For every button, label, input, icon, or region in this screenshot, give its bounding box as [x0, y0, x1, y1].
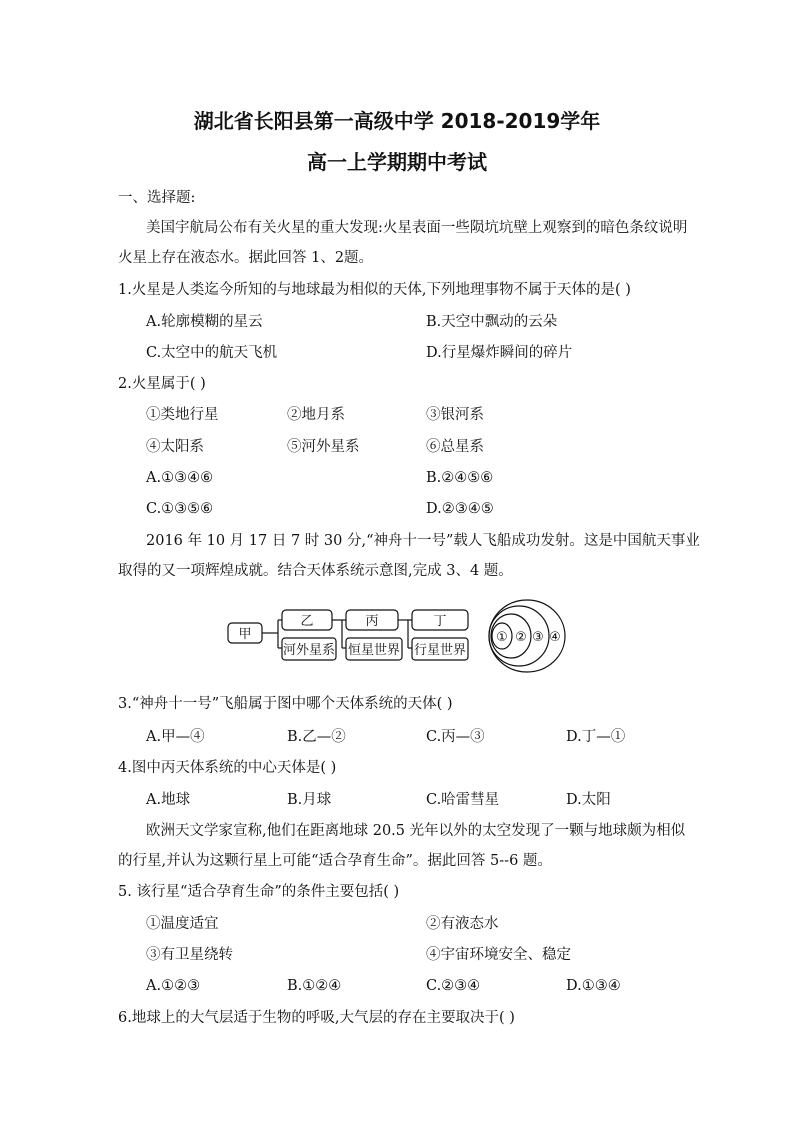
q2-item-1: ①类地行星 [146, 407, 219, 423]
q2-item-2: ②地月系 [287, 407, 345, 423]
label-c4: ④ [549, 630, 561, 645]
q1-option-b: B.天空中飘动的云朵 [426, 314, 558, 330]
celestial-system-diagram [224, 598, 574, 678]
q3-option-d: D.丁—① [566, 729, 626, 745]
q5-item-2: ②有液态水 [426, 916, 499, 932]
q3-option-b: B.乙—② [287, 729, 346, 745]
q2-option-a: A.①③④⑥ [146, 470, 214, 486]
intro-2a: 2016 年 10 月 17 日 7 时 30 分,“神舟十一号”载人飞船成功发射。这是中国航天事业 [146, 533, 700, 549]
q5-option-a: A.①②③ [146, 978, 201, 994]
label-xingxing: 行星世界 [413, 643, 467, 658]
label-yi: 乙 [300, 614, 314, 629]
q1-option-a: A.轮廓模糊的星云 [146, 314, 263, 330]
q3-option-a: A.甲—④ [146, 729, 205, 745]
label-c1: ① [496, 630, 508, 645]
q4-option-d: D.太阳 [566, 792, 611, 808]
q1-stem: 1.火星是人类迄今所知的与地球最为相似的天体,下列地理事物不属于天体的是( ) [118, 282, 631, 298]
q3-option-c: C.丙—③ [426, 729, 485, 745]
label-ding: 丁 [433, 614, 447, 629]
label-c3: ③ [532, 630, 544, 645]
q5-item-4: ④宇宙环境安全、稳定 [426, 947, 571, 963]
q4-stem: 4.图中丙天体系统的中心天体是( ) [118, 760, 337, 776]
q6-stem: 6.地球上的大气层适于生物的呼吸,大气层的存在主要取决于( ) [118, 1010, 515, 1026]
q2-item-4: ④太阳系 [146, 439, 204, 455]
q1-option-d: D.行星爆炸瞬间的碎片 [426, 345, 573, 361]
q2-option-d: D.②③④⑤ [426, 501, 494, 517]
q2-option-b: B.②④⑤⑥ [426, 470, 494, 486]
intro-3a: 欧洲天文学家宣称,他们在距离地球 20.5 光年以外的太空发现了一颗与地球颇为相似 [146, 823, 686, 839]
title-line-1: 湖北省长阳县第一高级中学 2018-2019学年 [193, 109, 601, 133]
intro-1b: 火星上存在液态水。据此回答 1、2题。 [118, 250, 374, 266]
q5-option-b: B.①②④ [287, 978, 342, 994]
q5-item-3: ③有卫星绕转 [146, 947, 233, 963]
label-hengxing: 恒星世界 [347, 643, 401, 658]
label-hewai: 河外星系 [282, 643, 336, 658]
q4-option-c: C.哈雷彗星 [426, 792, 500, 808]
intro-3b: 的行星,并认为这颗行星上可能“适合孕育生命”。据此回答 5--6 题。 [118, 853, 552, 869]
intro-2b: 取得的又一项辉煌成就。结合天体系统示意图,完成 3、4 题。 [118, 563, 513, 579]
q2-option-c: C.①③⑤⑥ [146, 501, 214, 517]
title-line-2: 高一上学期期中考试 [307, 150, 487, 174]
q1-option-c: C.太空中的航天飞机 [146, 345, 278, 361]
q2-stem: 2.火星属于( ) [118, 376, 206, 392]
label-bing: 丙 [365, 614, 379, 629]
q3-stem: 3.“神舟十一号”飞船属于图中哪个天体系统的天体( ) [118, 696, 453, 712]
label-c2: ② [515, 630, 527, 645]
label-jia: 甲 [238, 627, 252, 642]
q2-item-5: ⑤河外星系 [287, 439, 360, 455]
q5-item-1: ①温度适宜 [146, 916, 219, 932]
section-heading: 一、选择题: [118, 190, 196, 206]
q5-option-d: D.①③④ [566, 978, 621, 994]
q5-option-c: C.②③④ [426, 978, 481, 994]
q2-item-3: ③银河系 [426, 407, 484, 423]
q2-item-6: ⑥总星系 [426, 439, 484, 455]
q4-option-b: B.月球 [287, 792, 332, 808]
intro-1a: 美国宇航局公布有关火星的重大发现:火星表面一些陨坑坑壁上观察到的暗色条纹说明 [146, 220, 688, 236]
q4-option-a: A.地球 [146, 792, 191, 808]
q5-stem: 5. 该行星“适合孕育生命”的条件主要包括( ) [118, 884, 400, 900]
